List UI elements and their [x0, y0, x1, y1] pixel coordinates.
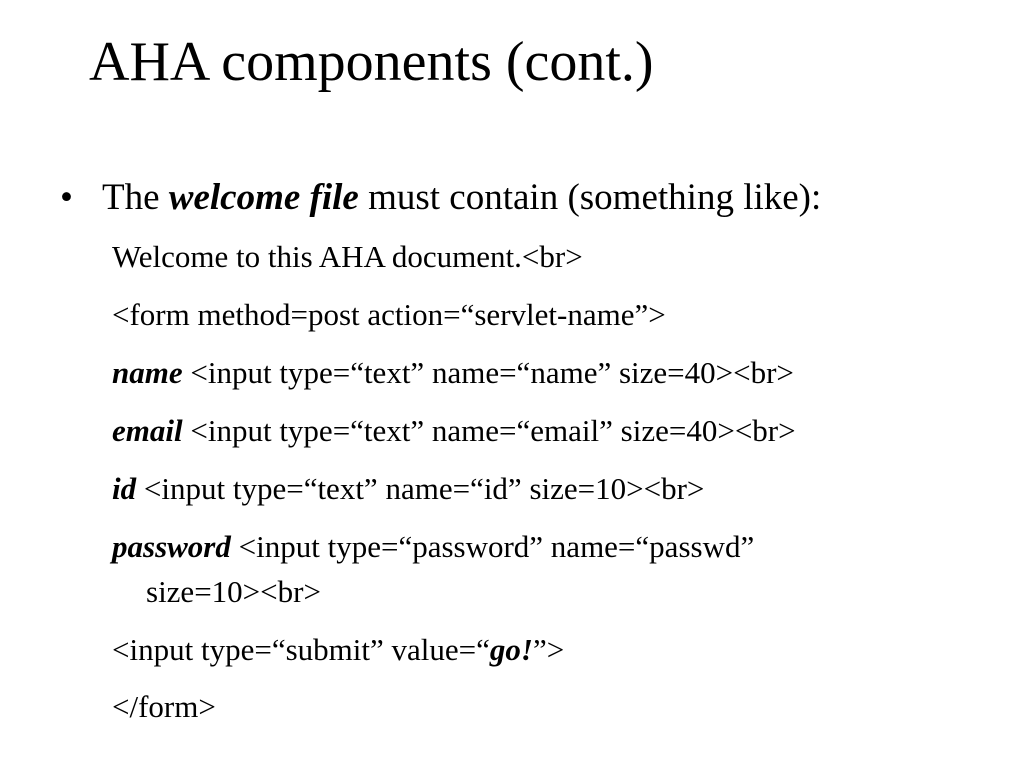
slide-title: AHA components (cont.): [89, 31, 654, 93]
code-text-after: ”>: [532, 632, 565, 667]
code-line-welcome: [112, 238, 583, 275]
code-text: <input type=“text” name=“name” size=40><br>: [182, 355, 794, 390]
code-text: Welcome to this AHA document.<br>: [112, 239, 583, 274]
code-text: size=10><br>: [146, 574, 321, 609]
bullet-text-after: must contain (something like):: [358, 177, 822, 218]
code-line-id: [112, 470, 704, 507]
bullet-text-before: The: [102, 177, 169, 218]
code-line-password-continuation: [146, 573, 321, 610]
code-line-name: [112, 354, 794, 391]
code-text: <input type=“text” name=“id” size=10><br>: [136, 471, 705, 506]
code-line-email: [112, 412, 796, 449]
code-text: </form>: [112, 689, 216, 724]
field-label-password: password: [112, 529, 231, 564]
field-label-name: name: [112, 355, 183, 390]
code-text: <form method=post action=“servlet-name”>: [112, 297, 666, 332]
bullet-marker: •: [60, 177, 73, 218]
field-label-email: email: [112, 413, 183, 448]
code-text: <input type=“text” name=“email” size=40><br>: [182, 413, 796, 448]
submit-value-emphasis: go!: [489, 632, 533, 667]
code-line-form-open: [112, 296, 666, 333]
bullet-emphasis: welcome file: [168, 177, 359, 218]
bullet-item: [60, 176, 821, 220]
field-label-id: id: [112, 471, 137, 506]
code-line-password: [112, 528, 754, 565]
code-line-submit: [112, 631, 564, 668]
code-text-before: <input type=“submit” value=“: [112, 632, 490, 667]
code-text: <input type=“password” name=“passwd”: [230, 529, 755, 564]
code-line-form-close: [112, 688, 216, 725]
